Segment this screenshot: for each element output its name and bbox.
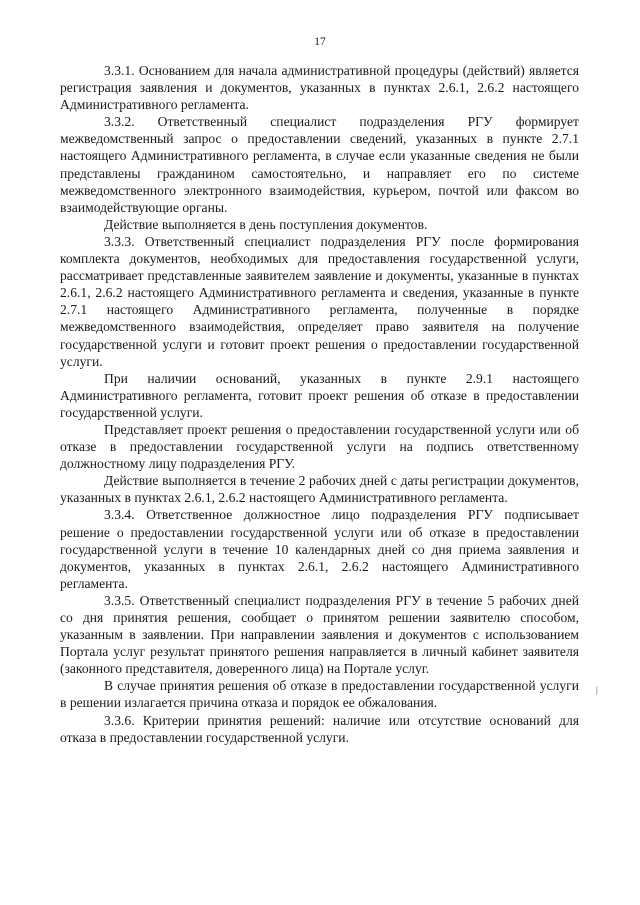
- margin-mark: |: [596, 685, 598, 695]
- paragraph-submit-for-signature: Представляет проект решения о предоставлении государственной услуги или об отказе в предоставлении государственной услуги на подпись ответственному должностному лицу подразделения РГУ.: [60, 421, 579, 472]
- paragraph-3-3-4: 3.3.4. Ответственное должностное лицо подразделения РГУ подписывает решение о предоставлении государственной услуги или об отказе в предоставлении государственной услуги в течение 10 календарных дней со дня приема заявления и документов, указанных в пунктах 2.6.1, 2.6.2 настоящего Административного регламента.: [60, 507, 579, 591]
- paragraph-3-3-3: 3.3.3. Ответственный специалист подразделения РГУ после формирования комплекта документов, необходимых для предоставления государственной услуги, рассматривает представленные заявителем заявление и документы, указанные в пунктах 2.6.1, 2.6.2 настоящего Административного регламента и сведения, указанные в пункте 2.7.1 настоящего Административного регламента, полученные в порядке межведомственного взаимодействия, определяет право заявителя на получение государственной услуги и готовит проект решения о предоставлении государственной услуги.: [60, 233, 579, 369]
- page-number: 17: [314, 36, 326, 48]
- paragraph-refusal-grounds: При наличии оснований, указанных в пункте 2.9.1 настоящего Административного регламента, готовит проект решения об отказе в предоставлении государственной услуги.: [60, 370, 579, 420]
- paragraph-3-3-5: 3.3.5. Ответственный специалист подразделения РГУ в течение 5 рабочих дней со дня принятия решения, сообщает о принятом решении заявителю способом, указанным в заявлении. При направлении заявления и документов с использованием Портала услуг результат принятого решения направляется в личный кабинет заявителя (законного представителя, доверенного лица) на Портале услуг.: [60, 592, 579, 677]
- paragraph-action-same-day: Действие выполняется в день поступления документов.: [104, 216, 428, 232]
- document-body: [60, 62, 579, 746]
- paragraph-action-2-days: Действие выполняется в течение 2 рабочих дней с даты регистрации документов, указанных в пунктах 2.6.1, 2.6.2 настоящего Административного регламента.: [60, 473, 579, 506]
- paragraph-3-3-6: 3.3.6. Критерии принятия решений: наличие или отсутствие оснований для отказа в предоставлении государственной услуги.: [60, 712, 579, 745]
- paragraph-refusal-reason: В случае принятия решения об отказе в предоставлении государственной услуги в решении излагается причина отказа и порядок ее обжалования.: [60, 678, 579, 711]
- paragraph-3-3-1: 3.3.1. Основанием для начала административной процедуры (действий) является регистрация заявления и документов, указанных в пунктах 2.6.1, 2.6.2 настоящего Административного регламента.: [60, 63, 579, 113]
- paragraph-3-3-2: 3.3.2. Ответственный специалист подразделения РГУ формирует межведомственный запрос о предоставлении сведений, указанных в пункте 2.7.1 настоящего Административного регламента, в случае если указанные сведения не были представлены гражданином самостоятельно, и направляет его по системе межведомственного электронного взаимодействия, курьером, почтой или факсом во взаимодействующие органы.: [60, 114, 579, 215]
